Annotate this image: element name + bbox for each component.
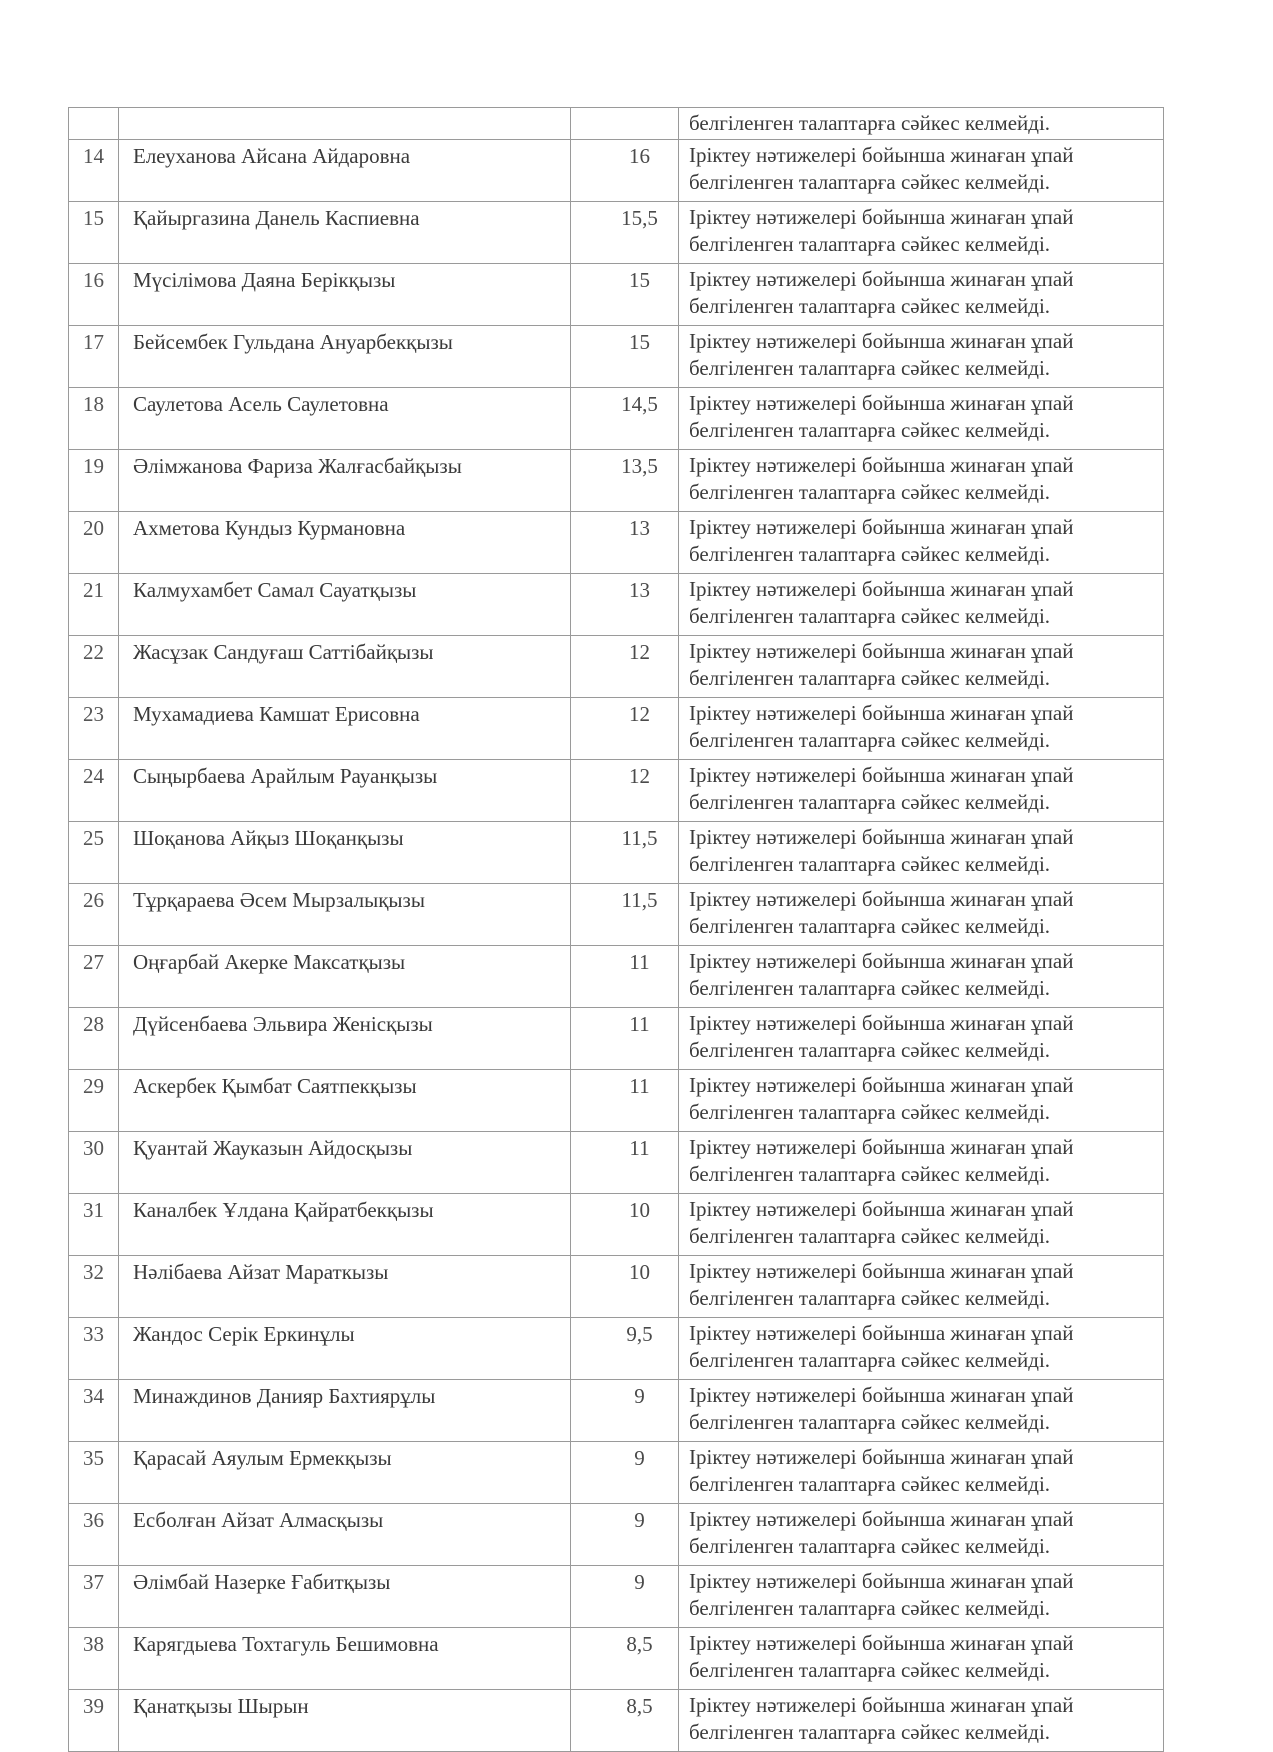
row-number: 20 [69, 512, 119, 574]
status-line-2: белгіленген талаптарға сәйкес келмейді. [689, 294, 1051, 318]
row-number [69, 108, 119, 140]
status-line-2: белгіленген талаптарға сәйкес келмейді. [689, 1658, 1051, 1682]
row-status [679, 108, 1164, 140]
table-row [69, 1070, 1164, 1132]
row-status [679, 884, 1164, 946]
row-status [679, 1504, 1164, 1566]
row-number: 38 [69, 1628, 119, 1690]
row-status [679, 1008, 1164, 1070]
row-name: Аскербек Қымбат Саятпекқызы [119, 1070, 571, 1132]
table-row [69, 326, 1164, 388]
row-name: Минаждинов Данияр Бахтиярұлы [119, 1380, 571, 1442]
row-name: Мүсілімова Даяна Берікқызы [119, 264, 571, 326]
status-line-1: Іріктеу нәтижелері бойынша жинаған ұпай [689, 205, 1074, 229]
row-status [679, 512, 1164, 574]
row-number: 29 [69, 1070, 119, 1132]
status-line-2: белгіленген талаптарға сәйкес келмейді. [689, 1410, 1051, 1434]
row-score: 12 [571, 636, 679, 698]
row-status [679, 946, 1164, 1008]
row-number: 35 [69, 1442, 119, 1504]
table-row [69, 1132, 1164, 1194]
row-name: Ахметова Кундыз Курмановна [119, 512, 571, 574]
status-line-2: белгіленген талаптарға сәйкес келмейді. [689, 914, 1051, 938]
continued-row [69, 108, 1164, 140]
status-line-1: Іріктеу нәтижелері бойынша жинаған ұпай [689, 1445, 1074, 1469]
status-line-2: белгіленген талаптарға сәйкес келмейді. [689, 1534, 1051, 1558]
row-name [119, 108, 571, 140]
status-line-2: белгіленген талаптарға сәйкес келмейді. [689, 976, 1051, 1000]
row-score: 11 [571, 1132, 679, 1194]
row-name: Жасұзак Сандуғаш Саттібайқызы [119, 636, 571, 698]
row-score: 13 [571, 512, 679, 574]
row-name: Әлімбай Назерке Ғабитқызы [119, 1566, 571, 1628]
row-name: Қайыргазина Данель Каспиевна [119, 202, 571, 264]
status-line-1: Іріктеу нәтижелері бойынша жинаған ұпай [689, 1693, 1074, 1717]
row-score: 10 [571, 1194, 679, 1256]
row-number: 22 [69, 636, 119, 698]
row-number: 16 [69, 264, 119, 326]
row-score: 16 [571, 140, 679, 202]
status-line-2: белгіленген талаптарға сәйкес келмейді. [689, 666, 1051, 690]
row-name: Шоқанова Айқыз Шоқанқызы [119, 822, 571, 884]
table-row [69, 512, 1164, 574]
row-score [571, 108, 679, 140]
status-line-2: белгіленген талаптарға сәйкес келмейді. [689, 232, 1051, 256]
row-score: 11 [571, 946, 679, 1008]
table-row [69, 760, 1164, 822]
status-line-1: Іріктеу нәтижелері бойынша жинаған ұпай [689, 763, 1074, 787]
status-line-1: Іріктеу нәтижелері бойынша жинаған ұпай [689, 701, 1074, 725]
row-score: 12 [571, 760, 679, 822]
row-name: Каналбек Ұлдана Қайратбекқызы [119, 1194, 571, 1256]
row-name: Нәлібаева Айзат Мараткызы [119, 1256, 571, 1318]
row-score: 9 [571, 1566, 679, 1628]
row-score: 11,5 [571, 884, 679, 946]
row-number: 36 [69, 1504, 119, 1566]
table-row [69, 264, 1164, 326]
row-number: 19 [69, 450, 119, 512]
status-line-1: Іріктеу нәтижелері бойынша жинаған ұпай [689, 515, 1074, 539]
row-status [679, 1628, 1164, 1690]
table-row [69, 1690, 1164, 1752]
row-score: 12 [571, 698, 679, 760]
row-number: 15 [69, 202, 119, 264]
status-line-2: белгіленген талаптарға сәйкес келмейді. [689, 1348, 1051, 1372]
status-line-1: Іріктеу нәтижелері бойынша жинаған ұпай [689, 1011, 1074, 1035]
row-name: Есболған Айзат Алмасқызы [119, 1504, 571, 1566]
table-row [69, 884, 1164, 946]
row-score: 11,5 [571, 822, 679, 884]
table-row [69, 822, 1164, 884]
row-name: Елеуханова Айсана Айдаровна [119, 140, 571, 202]
row-status [679, 1256, 1164, 1318]
row-status [679, 1566, 1164, 1628]
row-status [679, 1132, 1164, 1194]
row-number: 18 [69, 388, 119, 450]
status-line-1: Іріктеу нәтижелері бойынша жинаған ұпай [689, 1259, 1074, 1283]
table-row [69, 698, 1164, 760]
row-number: 31 [69, 1194, 119, 1256]
row-number: 14 [69, 140, 119, 202]
row-name: Карягдыева Тохтагуль Бешимовна [119, 1628, 571, 1690]
row-status [679, 1380, 1164, 1442]
status-line-1: Іріктеу нәтижелері бойынша жинаған ұпай [689, 1197, 1074, 1221]
row-name: Сыңырбаева Арайлым Рауанқызы [119, 760, 571, 822]
table-row [69, 1504, 1164, 1566]
row-score: 10 [571, 1256, 679, 1318]
row-name: Дүйсенбаева Эльвира Женісқызы [119, 1008, 571, 1070]
row-number: 27 [69, 946, 119, 1008]
status-line-2: белгіленген талаптарға сәйкес келмейді. [689, 1472, 1051, 1496]
row-status [679, 1442, 1164, 1504]
row-status [679, 202, 1164, 264]
table-row [69, 574, 1164, 636]
status-line-1: Іріктеу нәтижелері бойынша жинаған ұпай [689, 1383, 1074, 1407]
table-row [69, 1256, 1164, 1318]
row-number: 30 [69, 1132, 119, 1194]
row-number: 28 [69, 1008, 119, 1070]
row-score: 9 [571, 1442, 679, 1504]
status-line-2: белгіленген талаптарға сәйкес келмейді. [689, 1720, 1051, 1744]
row-number: 39 [69, 1690, 119, 1752]
status-line-1: Іріктеу нәтижелері бойынша жинаған ұпай [689, 1631, 1074, 1655]
table-row [69, 1442, 1164, 1504]
status-line-2: белгіленген талаптарға сәйкес келмейді. [689, 1224, 1051, 1248]
status-line-1: Іріктеу нәтижелері бойынша жинаған ұпай [689, 267, 1074, 291]
row-score: 9 [571, 1504, 679, 1566]
status-line-1: Іріктеу нәтижелері бойынша жинаған ұпай [689, 887, 1074, 911]
row-status [679, 574, 1164, 636]
table-row [69, 1566, 1164, 1628]
row-status [679, 822, 1164, 884]
row-name: Қуантай Жауказын Айдосқызы [119, 1132, 571, 1194]
row-score: 15 [571, 264, 679, 326]
row-name: Бейсембек Гульдана Ануарбекқызы [119, 326, 571, 388]
status-line-2: белгіленген талаптарға сәйкес келмейді. [689, 1038, 1051, 1062]
table-row [69, 388, 1164, 450]
row-score: 15 [571, 326, 679, 388]
table-row [69, 140, 1164, 202]
row-number: 17 [69, 326, 119, 388]
row-status [679, 1194, 1164, 1256]
table-row [69, 1628, 1164, 1690]
table-row [69, 946, 1164, 1008]
table-row [69, 636, 1164, 698]
row-status [679, 698, 1164, 760]
status-line-2: белгіленген талаптарға сәйкес келмейді. [689, 1100, 1051, 1124]
status-line-1: Іріктеу нәтижелері бойынша жинаған ұпай [689, 1507, 1074, 1531]
status-line-2: белгіленген талаптарға сәйкес келмейді. [689, 356, 1051, 380]
row-score: 11 [571, 1008, 679, 1070]
status-line-2: белгіленген талаптарға сәйкес келмейді. [689, 542, 1051, 566]
row-name: Жандос Серік Еркинұлы [119, 1318, 571, 1380]
row-score: 15,5 [571, 202, 679, 264]
row-score: 11 [571, 1070, 679, 1132]
row-score: 8,5 [571, 1628, 679, 1690]
status-line-1: Іріктеу нәтижелері бойынша жинаған ұпай [689, 1569, 1074, 1593]
results-table [68, 107, 1164, 1752]
row-score: 8,5 [571, 1690, 679, 1752]
status-line-2: белгіленген талаптарға сәйкес келмейді. [689, 480, 1051, 504]
row-name: Мухамадиева Камшат Ерисовна [119, 698, 571, 760]
status-line-1: Іріктеу нәтижелері бойынша жинаған ұпай [689, 1135, 1074, 1159]
table-row [69, 1380, 1164, 1442]
status-line-1: Іріктеу нәтижелері бойынша жинаған ұпай [689, 453, 1074, 477]
row-number: 21 [69, 574, 119, 636]
status-line-1: Іріктеу нәтижелері бойынша жинаған ұпай [689, 639, 1074, 663]
row-name: Тұрқараева Әсем Мырзалықызы [119, 884, 571, 946]
table-row [69, 450, 1164, 512]
table-row [69, 1008, 1164, 1070]
row-score: 9 [571, 1380, 679, 1442]
status-line-2: белгіленген талаптарға сәйкес келмейді. [689, 790, 1051, 814]
table-row [69, 202, 1164, 264]
row-status [679, 1070, 1164, 1132]
status-line-1: Іріктеу нәтижелері бойынша жинаған ұпай [689, 1321, 1074, 1345]
row-score: 13 [571, 574, 679, 636]
status-line-2: белгіленген талаптарға сәйкес келмейді. [689, 1286, 1051, 1310]
row-number: 23 [69, 698, 119, 760]
status-line-2: белгіленген талаптарға сәйкес келмейді. [689, 418, 1051, 442]
status-line-2: белгіленген талаптарға сәйкес келмейді. [689, 1162, 1051, 1186]
status-line-1: Іріктеу нәтижелері бойынша жинаған ұпай [689, 143, 1074, 167]
status-line-1: Іріктеу нәтижелері бойынша жинаған ұпай [689, 825, 1074, 849]
row-number: 24 [69, 760, 119, 822]
row-score: 9,5 [571, 1318, 679, 1380]
status-line-1: Іріктеу нәтижелері бойынша жинаған ұпай [689, 391, 1074, 415]
row-number: 32 [69, 1256, 119, 1318]
row-number: 33 [69, 1318, 119, 1380]
row-score: 13,5 [571, 450, 679, 512]
status-line-1: Іріктеу нәтижелері бойынша жинаған ұпай [689, 577, 1074, 601]
row-status [679, 140, 1164, 202]
row-status [679, 760, 1164, 822]
row-name: Саулетова Асель Саулетовна [119, 388, 571, 450]
status-line-2: белгіленген талаптарға сәйкес келмейді. [689, 111, 1051, 135]
status-line-2: белгіленген талаптарға сәйкес келмейді. [689, 852, 1051, 876]
row-number: 26 [69, 884, 119, 946]
row-status [679, 326, 1164, 388]
row-number: 37 [69, 1566, 119, 1628]
status-line-2: белгіленген талаптарға сәйкес келмейді. [689, 604, 1051, 628]
row-status [679, 388, 1164, 450]
table-row [69, 1318, 1164, 1380]
row-status [679, 450, 1164, 512]
row-status [679, 636, 1164, 698]
row-number: 34 [69, 1380, 119, 1442]
row-status [679, 1690, 1164, 1752]
status-line-1: Іріктеу нәтижелері бойынша жинаған ұпай [689, 949, 1074, 973]
status-line-2: белгіленген талаптарға сәйкес келмейді. [689, 170, 1051, 194]
row-name: Калмухамбет Самал Сауатқызы [119, 574, 571, 636]
row-number: 25 [69, 822, 119, 884]
row-name: Оңғарбай Акерке Максатқызы [119, 946, 571, 1008]
row-name: Әлімжанова Фариза Жалғасбайқызы [119, 450, 571, 512]
row-score: 14,5 [571, 388, 679, 450]
row-status [679, 264, 1164, 326]
table-row [69, 1194, 1164, 1256]
status-line-2: белгіленген талаптарға сәйкес келмейді. [689, 1596, 1051, 1620]
row-status [679, 1318, 1164, 1380]
row-name: Қанатқызы Шырын [119, 1690, 571, 1752]
status-line-1: Іріктеу нәтижелері бойынша жинаған ұпай [689, 1073, 1074, 1097]
status-line-1: Іріктеу нәтижелері бойынша жинаған ұпай [689, 329, 1074, 353]
status-line-2: белгіленген талаптарға сәйкес келмейді. [689, 728, 1051, 752]
row-name: Қарасай Аяулым Ермекқызы [119, 1442, 571, 1504]
